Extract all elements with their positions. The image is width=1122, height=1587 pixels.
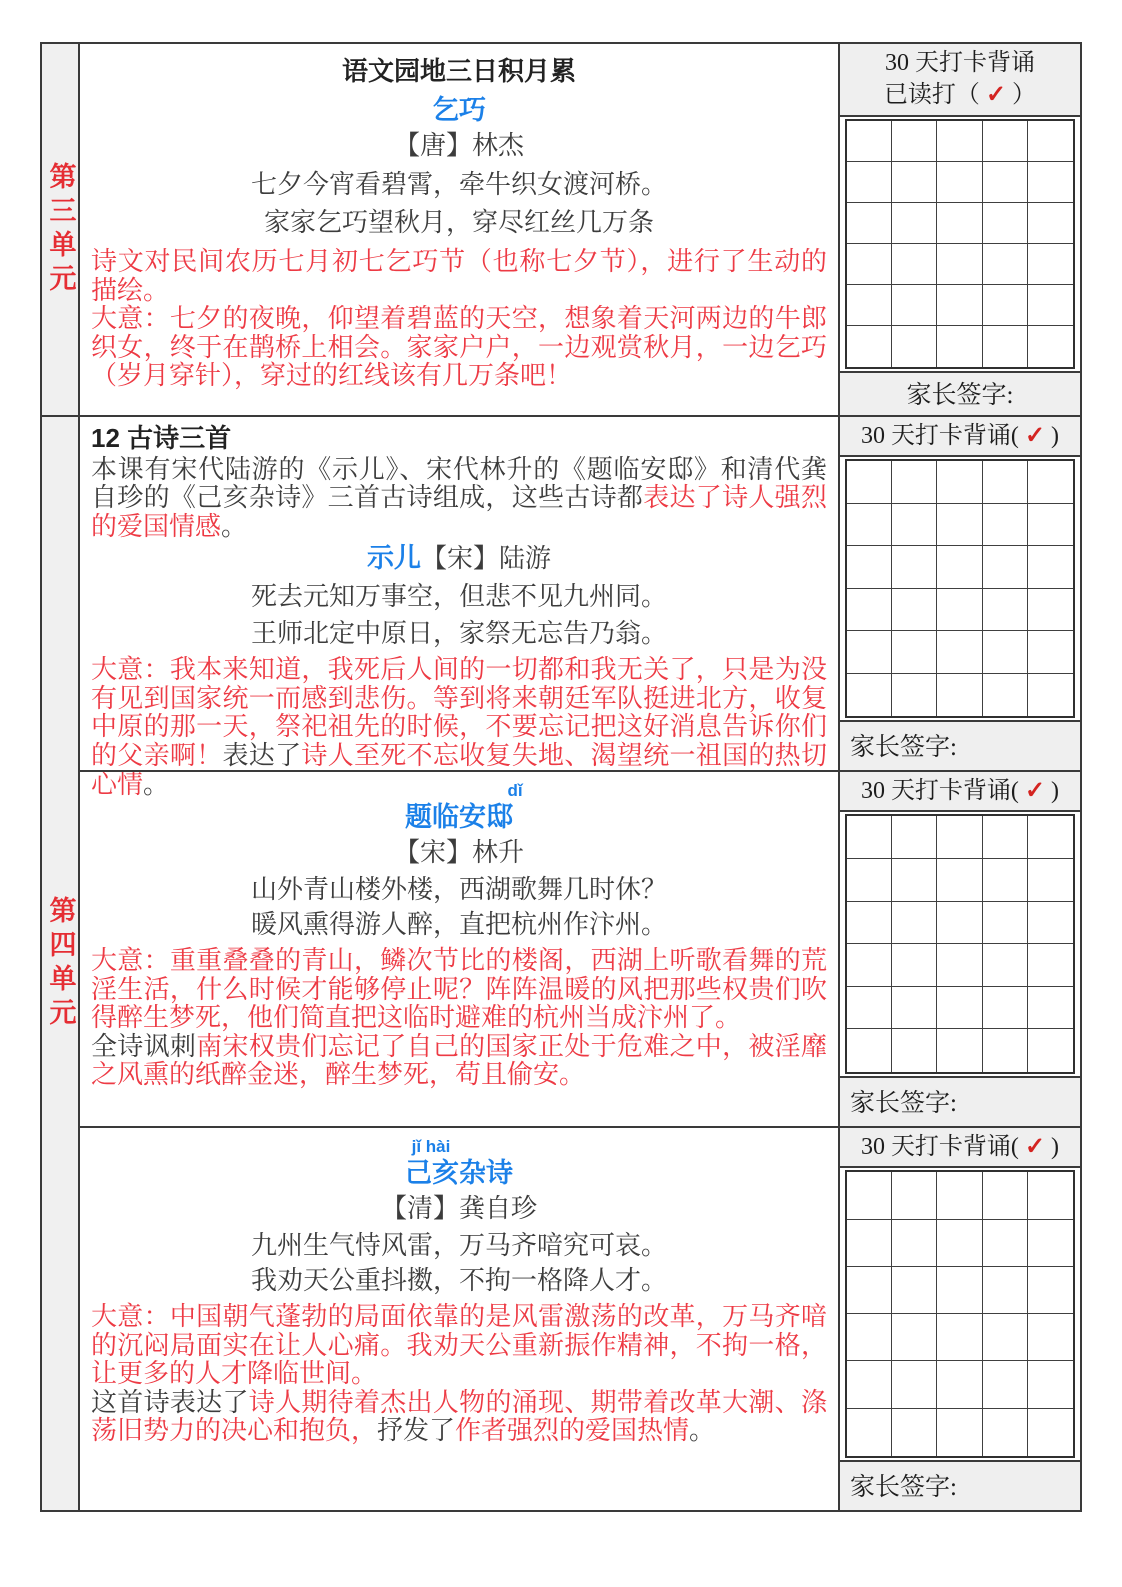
tracker-section1 [838,44,1080,415]
day-cell [937,203,982,244]
day-cell [937,504,982,546]
day-grid [845,1170,1075,1458]
checkmark-icon: ✓ [1024,1134,1046,1160]
day-cell [892,546,937,588]
meaning-note: 大意：重重叠叠的青山，鳞次节比的楼阁，西湖上听歌看舞的荒淫生活，什么时候才能够停止呢？阵阵温暖的风把那些权贵们吹得醉生梦死，他们简直把这临时避难的杭州当成汴州了。 [91,945,827,1033]
day-cell [847,859,892,902]
tracker-title: 30 天打卡背诵 [885,50,1035,76]
unit4-label-cell [42,417,80,1510]
day-cell [937,859,982,902]
meaning-note: 大意：中国朝气蓬勃的局面依靠的是风雷激荡的改革，万马齐喑的沉闷局面实在让人心痛。我劝天公重新振作精神，不拘一格，让更多的人才降临世间。 [91,1301,827,1389]
pinyin-annotation: jǐ hài [411,1137,451,1156]
day-cell [983,987,1028,1030]
day-cell [892,589,937,631]
tracker-header [840,44,1080,117]
day-cell [1028,1314,1073,1361]
day-cell [892,1267,937,1314]
tracker-section3 [838,772,1080,1126]
day-cell [1028,1409,1073,1456]
day-cell [937,546,982,588]
day-cell [937,589,982,631]
day-cell [983,1220,1028,1267]
day-cell [983,816,1028,859]
day-cell [892,944,937,987]
signature-label: 家长签字: [840,371,1080,415]
day-cell [983,902,1028,945]
day-cell [983,1314,1028,1361]
day-cell [892,631,937,673]
day-cell [937,1029,982,1072]
day-grid [845,119,1075,369]
day-cell [892,1220,937,1267]
day-cell [937,631,982,673]
day-cell [892,162,937,203]
day-cell [937,1361,982,1408]
day-cell [847,944,892,987]
poem-line: 王师北定中原日，家祭无忘告乃翁。 [250,617,667,648]
day-cell [1028,674,1073,716]
day-cell [847,589,892,631]
day-cell [937,1314,982,1361]
day-cell [983,1172,1028,1219]
analysis-note: 诗文对民间农历七月初七乞巧节（也称七夕节），进行了生动的描绘。 [91,246,827,305]
poem-line: 暖风熏得游人醉，直把杭州作汴州。 [250,909,667,940]
day-cell [983,1361,1028,1408]
day-cell [983,244,1028,285]
day-cell [937,816,982,859]
tracker-section4 [838,1128,1080,1510]
analysis-note: 全诗讽刺南宋权贵们忘记了自己的国家正处于危难之中，被淫靡之风熏的纸醉金迷，醉生梦死，苟且偷安。 [91,1030,827,1090]
day-cell [983,121,1028,162]
day-cell [847,1172,892,1219]
day-cell [892,987,937,1030]
day-cell [937,461,982,503]
poem-heading [91,544,827,574]
day-cell [937,1172,982,1219]
day-cell [983,326,1028,367]
checkmark-icon: ✓ [1024,423,1046,449]
day-cell [847,121,892,162]
day-cell [983,285,1028,326]
unit3-band [42,44,1080,415]
tracker-section2 [838,417,1080,770]
worksheet-table [40,42,1082,1512]
day-cell [847,203,892,244]
poem-line: 山外青山楼外楼，西湖歌舞几时休？ [250,873,667,904]
day-cell [1028,504,1073,546]
day-cell [1028,1172,1073,1219]
section3-content [80,772,838,1126]
day-cell [847,504,892,546]
day-cell [847,285,892,326]
day-cell [937,1267,982,1314]
section4-content [80,1128,838,1510]
signature-label: 家长签字: [840,1460,1080,1510]
tracker-header: 30 天打卡背诵( ✓ ) [840,772,1080,812]
day-cell [983,944,1028,987]
day-cell [983,589,1028,631]
day-cell [892,326,937,367]
day-cell [937,326,982,367]
day-cell [847,326,892,367]
day-cell [983,546,1028,588]
day-cell [983,1409,1028,1456]
unit3-label-cell [42,44,80,415]
poem-title-shier: 示儿 [366,543,421,574]
day-cell [937,162,982,203]
day-cell [892,285,937,326]
day-cell [1028,589,1073,631]
day-cell [1028,902,1073,945]
day-cell [892,461,937,503]
poem-line: 死去元知万事空，但悲不见九州同。 [250,581,667,612]
day-cell [983,203,1028,244]
day-cell [847,546,892,588]
meaning-note: 大意：七夕的夜晚，仰望着碧蓝的天空，想象着天河两边的牛郎织女，终于在鹊桥上相会。家家户户，一边观赏秋月，一边乞巧（岁月穿针），穿过的红线该有几万条吧！ [91,303,827,391]
lesson-title: 12 古诗三首 [91,423,232,453]
tracker-header: 30 天打卡背诵( ✓ ) [840,417,1080,457]
day-cell [937,944,982,987]
unit3-label: 第三单元 [45,161,76,298]
unit4-band [42,415,1080,1510]
analysis-note: 这首诗表达了诗人期待着杰出人物的涌现、期带着改革大潮、涤荡旧势力的决心和抱负，抒发了作者强烈的爱国热情。 [91,1386,827,1446]
unit4-label: 第四单元 [45,895,76,1032]
day-grid [845,814,1075,1074]
poem-line: 九州生气恃风雷，万马齐喑究可哀。 [250,1229,667,1260]
day-cell [1028,859,1073,902]
day-cell [847,816,892,859]
day-cell [983,859,1028,902]
day-cell [1028,326,1073,367]
day-cell [1028,816,1073,859]
day-cell [892,244,937,285]
day-cell [983,162,1028,203]
pinyin-annotation: dǐ [507,781,523,800]
day-cell [847,1409,892,1456]
day-cell [937,1220,982,1267]
day-cell [847,244,892,285]
day-cell [1028,1267,1073,1314]
poem-title-qiqiao: 乞巧 [432,94,486,125]
day-cell [847,1267,892,1314]
signature-label: 家长签字: [840,720,1080,770]
poem-author: 【清】龚自珍 [380,1193,537,1224]
day-cell [847,162,892,203]
day-cell [847,1029,892,1072]
day-cell [983,504,1028,546]
lesson-intro: 本课有宋代陆游的《示儿》、宋代林升的《题临安邸》和清代龚自珍的《己亥杂诗》三首古诗组成，这些古诗都表达了诗人强烈的爱国情感。 [91,453,827,541]
day-cell [847,631,892,673]
day-cell [1028,631,1073,673]
day-cell [892,504,937,546]
tracker-read-line: 已读打（ ✓ ） [883,82,1037,109]
day-cell [937,1409,982,1456]
day-cell [937,285,982,326]
poem-line: 我劝天公重抖擞，不拘一格降人才。 [250,1265,667,1296]
day-cell [1028,162,1073,203]
day-cell [937,674,982,716]
day-cell [847,674,892,716]
tracker-header: 30 天打卡背诵( ✓ ) [840,1128,1080,1168]
day-cell [1028,461,1073,503]
day-cell [937,987,982,1030]
day-cell [892,859,937,902]
day-cell [1028,121,1073,162]
day-cell [1028,285,1073,326]
day-cell [892,1172,937,1219]
checkmark-icon: ✓ [985,82,1007,109]
meaning-note: 大意：我本来知道，我死后人间的一切都和我无关了，只是为没有见到国家统一而感到悲伤。等到将来朝廷军队挺进北方，收复中原的那一天，祭祀祖先的时候，不要忘记把这好消息告诉你们的父亲啊！表达了诗人至死不忘收复失地、渴望统一祖国的热切心情。 [91,654,827,799]
checkmark-icon: ✓ [1024,778,1046,804]
day-grid [845,459,1075,718]
day-cell [847,1314,892,1361]
signature-label: 家长签字: [840,1076,1080,1126]
day-cell [847,1361,892,1408]
poem-author: 【宋】陆游 [420,543,551,574]
section4-row [80,1126,1080,1510]
day-cell [1028,1220,1073,1267]
day-cell [1028,546,1073,588]
poem-title-tilinandi: 题临安邸 [405,801,513,832]
day-cell [1028,244,1073,285]
day-cell [983,1267,1028,1314]
day-cell [892,902,937,945]
day-cell [937,902,982,945]
day-cell [1028,944,1073,987]
day-cell [1028,1029,1073,1072]
section3-row [80,770,1080,1126]
day-cell [1028,1361,1073,1408]
day-cell [1028,203,1073,244]
poem-line: 七夕今宵看碧霄，牵牛织女渡河桥。 [250,168,667,199]
day-cell [937,244,982,285]
section1-row [80,44,1080,415]
day-cell [892,674,937,716]
day-cell [983,631,1028,673]
day-cell [892,1409,937,1456]
day-cell [892,1314,937,1361]
day-cell [847,1220,892,1267]
poem-author: 【宋】林升 [393,837,524,868]
poem-line: 家家乞巧望秋月，穿尽红丝几万条 [263,207,654,238]
poem-title-jihaizashi: 己亥杂诗 [405,1157,513,1188]
day-cell [983,674,1028,716]
day-cell [892,203,937,244]
day-cell [847,987,892,1030]
section1-title: 语文园地三日积月累 [341,56,576,86]
poem-author: 【唐】林杰 [393,130,524,161]
day-cell [847,461,892,503]
day-cell [1028,987,1073,1030]
day-cell [983,461,1028,503]
day-cell [892,1361,937,1408]
day-cell [892,816,937,859]
day-cell [892,121,937,162]
day-cell [847,902,892,945]
day-cell [937,121,982,162]
day-cell [983,1029,1028,1072]
section1-content [80,44,838,415]
day-cell [892,1029,937,1072]
